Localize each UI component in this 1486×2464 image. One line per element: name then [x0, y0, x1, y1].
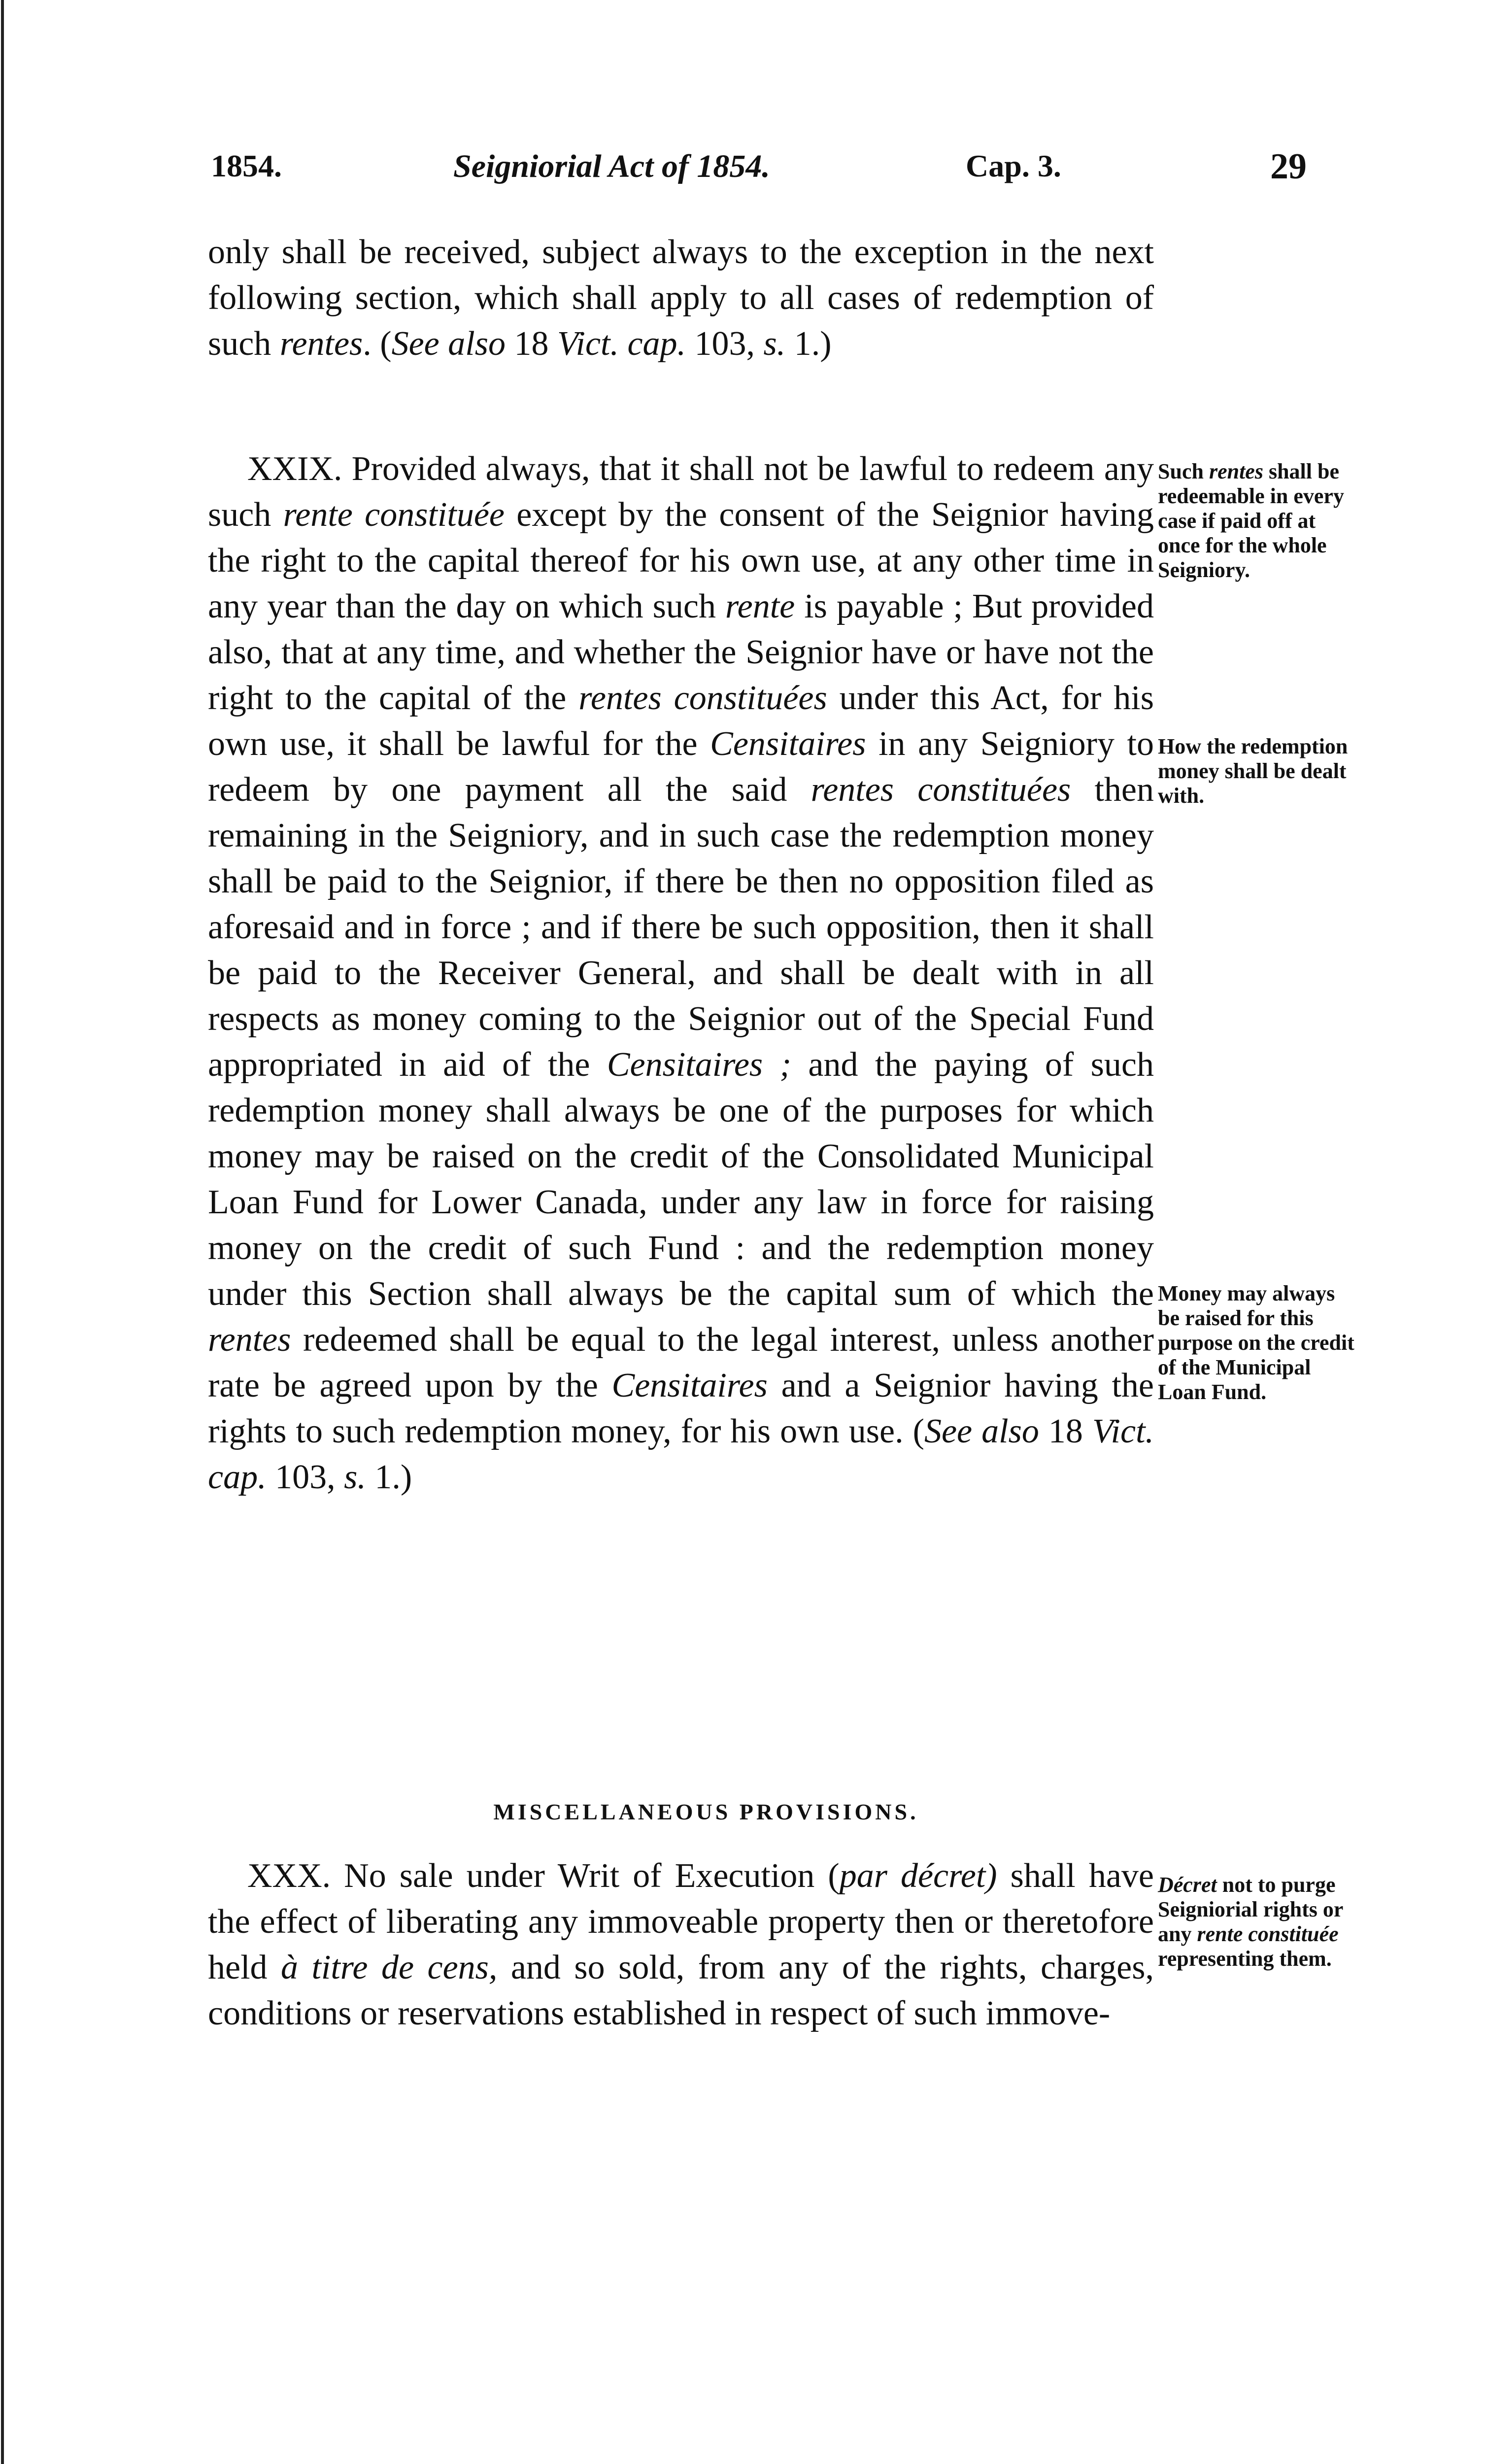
text-run-italic: rentes: [279, 325, 363, 363]
running-header: [0, 148, 1486, 207]
text-run-italic: Vict. cap.: [557, 325, 686, 363]
text-run: and the paying of such redemption money shall always be one of the purposes for which money may be raised on the credit of the Consolidated Municipal Loan Fund for Lower Canada, under any law in force for raising money on the credit of such Fund : and the redemption money under this Section shall always be the capital sum of which the: [208, 1046, 1154, 1313]
text-run-italic: Censitaires: [710, 725, 866, 763]
paragraph-continuation: [208, 229, 1154, 367]
text-run: 103,: [266, 1458, 344, 1496]
text-run-italic: rentes: [208, 1321, 291, 1359]
text-run-italic: à titre de cens,: [280, 1949, 498, 1986]
page-edge-rule: [1, 0, 4, 2464]
text-run-italic: rentes constituées: [811, 771, 1071, 809]
margin-note-decret: Décret not to purge Seigniorial rights or any rente constituée representing them.: [1158, 1873, 1343, 1971]
text-run: and a Seignior having the rights to such redemption money, for his own use. (: [208, 1367, 1154, 1450]
text-run: in any Seigniory to redeem by one payment all the said: [208, 725, 1154, 809]
section-xxx: [208, 1853, 1154, 2036]
text-run: . (: [363, 325, 392, 363]
text-run-italic: s.: [344, 1458, 366, 1496]
page-number: 29: [1270, 146, 1307, 187]
header-year: 1854.: [211, 148, 282, 183]
text-run: 103,: [686, 325, 764, 363]
text-run: and so sold, from any of the rights, charges, conditions or reservations established in respect of such immove-: [208, 1949, 1154, 2032]
margin-note-redemption-money: How the redemption money shall be dealt with.: [1158, 734, 1348, 808]
text-run: then remaining in the Seigniory, and in such case the redemption money shall be paid to the Seignior, if there be then no opposition filed as aforesaid and in force ; and if there be such opposition, then it shall be paid to the Receiver General, and shall be dealt with in all respects as money coming to the Seignior out of the Special Fund appropriated in aid of the: [208, 771, 1154, 1084]
text-run: 1.): [366, 1458, 412, 1496]
text-run-italic: rente constituée: [283, 496, 505, 534]
text-run-italic: rentes constituées: [578, 679, 827, 717]
text-run: 18: [505, 325, 557, 363]
text-run: under this Act, for his own use, it shall be lawful for the: [208, 679, 1154, 763]
text-run: redeemed shall be equal to the legal interest, unless another rate be agreed upon by the: [208, 1321, 1154, 1404]
text-run-italic: Censitaires ;: [607, 1046, 791, 1084]
margin-note-redeemable: Such rentes shall be redeemable in every case if paid off at once for the whole Seigniory.: [1158, 459, 1344, 582]
text-run-italic: See also: [391, 325, 506, 363]
text-run: 1.): [785, 325, 832, 363]
text-run: shall have the effect of liberating any immoveable property then or theretofore held: [208, 1857, 1154, 1986]
text-run: only shall be received, subject always to the exception in the next following section, which shall apply to all cases of redemption of such: [208, 233, 1154, 363]
header-chapter: Cap. 3.: [966, 148, 1061, 183]
text-run-italic: rente: [725, 587, 795, 625]
text-run: 18: [1039, 1412, 1092, 1450]
text-run: XXX. No sale under Writ of Execution (: [247, 1857, 840, 1895]
text-run-italic: Censitaires: [611, 1367, 768, 1404]
section-heading: MISCELLANEOUS PROVISIONS.: [493, 1799, 919, 1824]
text-run-italic: par décret): [839, 1857, 997, 1895]
margin-note-money-raised: Money may always be raised for this purpose on the credit of the Municipal Loan Fund.: [1158, 1281, 1354, 1404]
text-run: except by the consent of the Seignior having the right to the capital thereof for his own use, at any other time in any year than the day on which such: [208, 496, 1154, 625]
header-title: Seigniorial Act of 1854.: [453, 148, 770, 184]
text-run-italic: s.: [763, 325, 786, 363]
text-run: XXIX. Provided always, that it shall not be lawful to redeem any such: [208, 450, 1154, 534]
section-xxix: [208, 446, 1154, 1500]
text-run: is payable ; But provided also, that at any time, and whether the Seignior have or have not the right to the capital of the: [208, 587, 1154, 717]
text-run-italic: See also: [924, 1412, 1039, 1450]
text-run-italic: Vict. cap.: [208, 1412, 1154, 1496]
